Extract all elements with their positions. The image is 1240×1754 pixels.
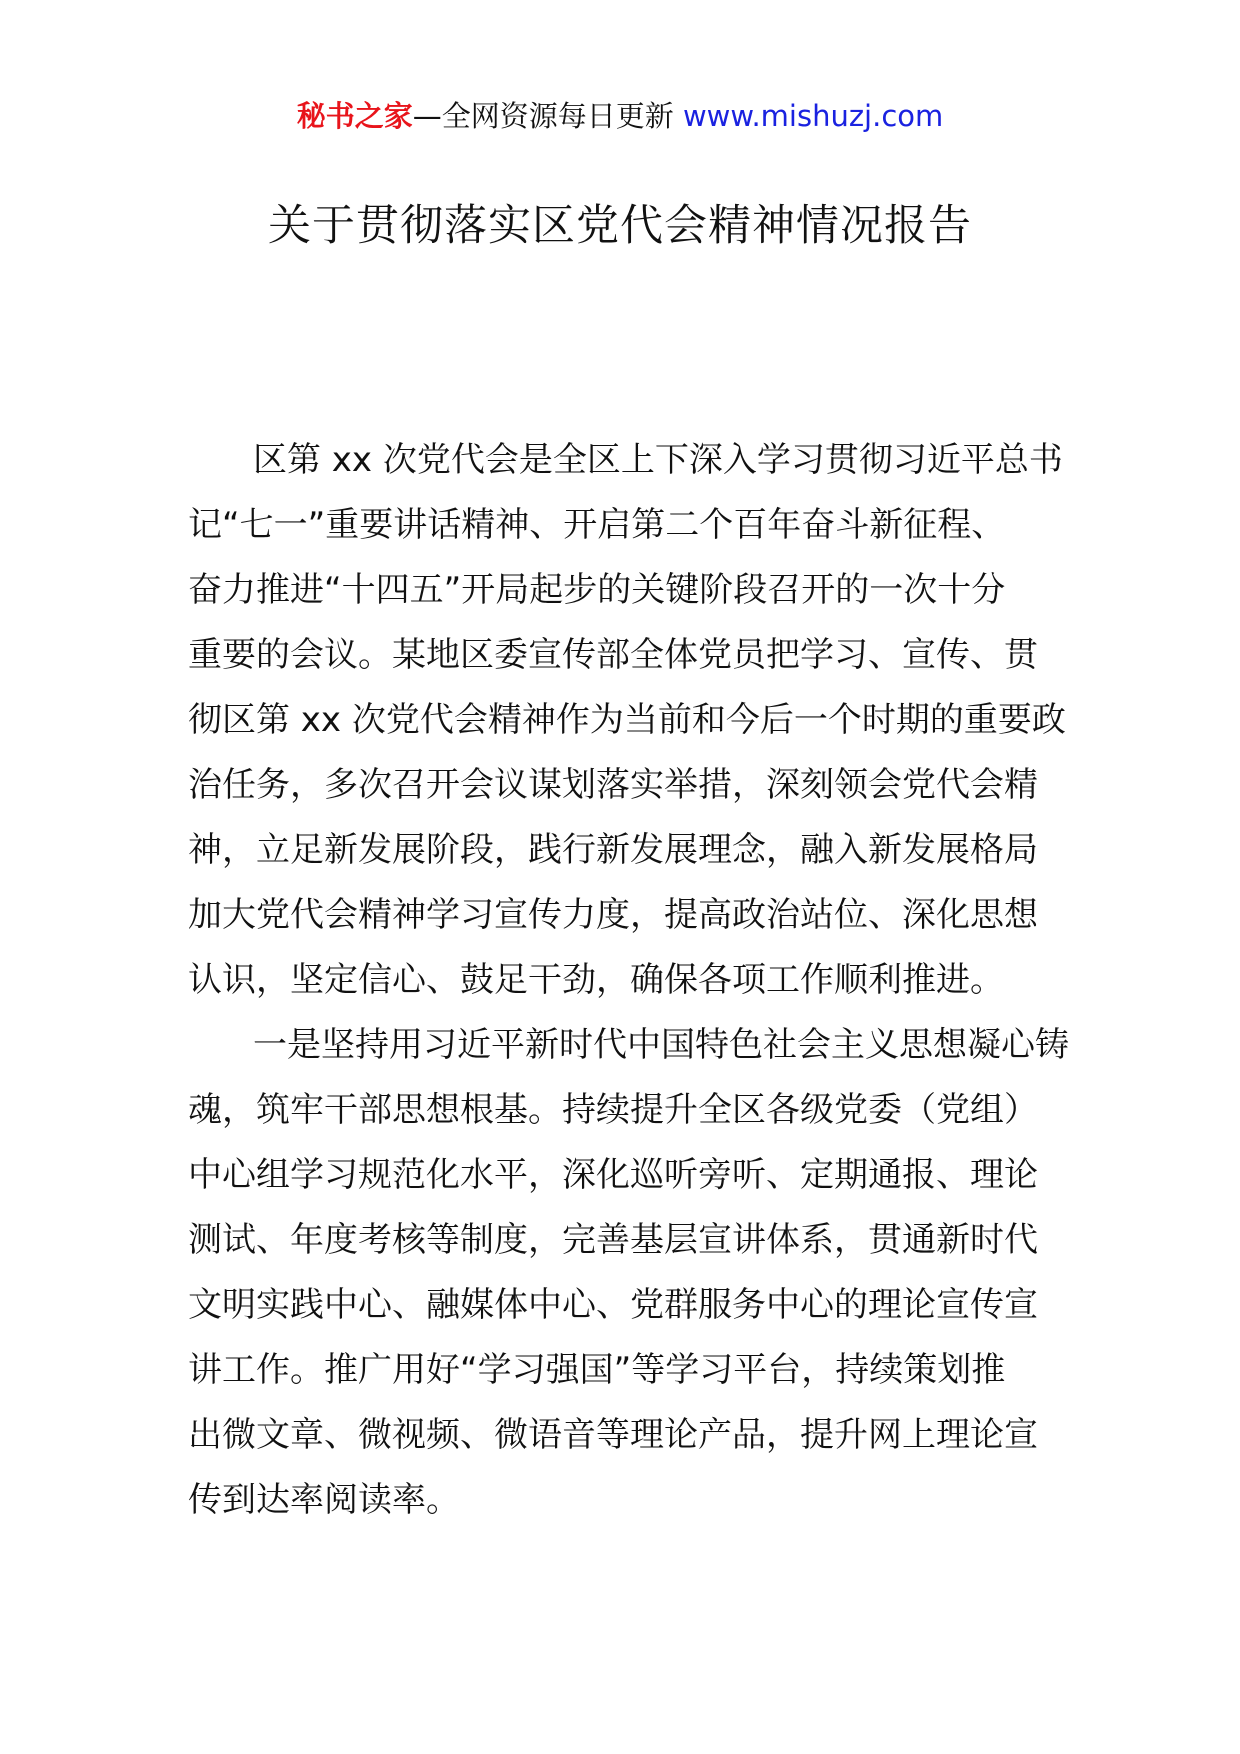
header-tagline: —全网资源每日更新	[412, 99, 674, 133]
paragraph-line: 彻区第 xx 次党代会精神作为当前和今后一个时期的重要政	[188, 700, 1066, 740]
paragraph-2	[188, 1013, 1069, 1533]
paragraph-line: 魂，筑牢干部思想根基。持续提升全区各级党委（党组）	[188, 1090, 1038, 1130]
paragraph-line: 加大党代会精神学习宣传力度，提高政治站位、深化思想	[188, 895, 1038, 935]
site-url-link[interactable]: www.mishuzj.com	[682, 99, 944, 133]
paragraph-line: 重要的会议。某地区委宣传部全体党员把学习、宣传、贯	[188, 635, 1038, 675]
paragraph-line: 文明实践中心、融媒体中心、党群服务中心的理论宣传宣	[188, 1285, 1038, 1325]
paragraph-line: 一是坚持用习近平新时代中国特色社会主义思想凝心铸	[253, 1025, 1069, 1065]
paragraph-line: 奋力推进“十四五”开局起步的关键阶段召开的一次十分	[188, 570, 1006, 610]
paragraph-line: 传到达率阅读率。	[188, 1480, 460, 1520]
brand-name: 秘书之家	[296, 99, 413, 133]
document-body	[188, 428, 1069, 1533]
document-title: 关于贯彻落实区党代会精神情况报告	[268, 201, 972, 251]
paragraph-line: 治任务，多次召开会议谋划落实举措，深刻领会党代会精	[188, 765, 1038, 805]
paragraph-line: 认识，坚定信心、鼓足干劲，确保各项工作顺利推进。	[188, 960, 1004, 1000]
site-header-banner	[0, 96, 1240, 136]
paragraph-line: 出微文章、微视频、微语音等理论产品，提升网上理论宣	[188, 1415, 1038, 1455]
paragraph-line: 测试、年度考核等制度，完善基层宣讲体系，贯通新时代	[188, 1220, 1038, 1260]
paragraph-line: 神，立足新发展阶段，践行新发展理念，融入新发展格局	[188, 830, 1038, 870]
paragraph-line: 讲工作。推广用好“学习强国”等学习平台，持续策划推	[188, 1350, 1006, 1390]
paragraph-line: 记“七一”重要讲话精神、开启第二个百年奋斗新征程、	[188, 505, 1006, 545]
paragraph-1	[188, 428, 1066, 1013]
paragraph-line: 中心组学习规范化水平，深化巡听旁听、定期通报、理论	[188, 1155, 1038, 1195]
paragraph-line: 区第 xx 次党代会是全区上下深入学习贯彻习近平总书	[253, 440, 1063, 480]
